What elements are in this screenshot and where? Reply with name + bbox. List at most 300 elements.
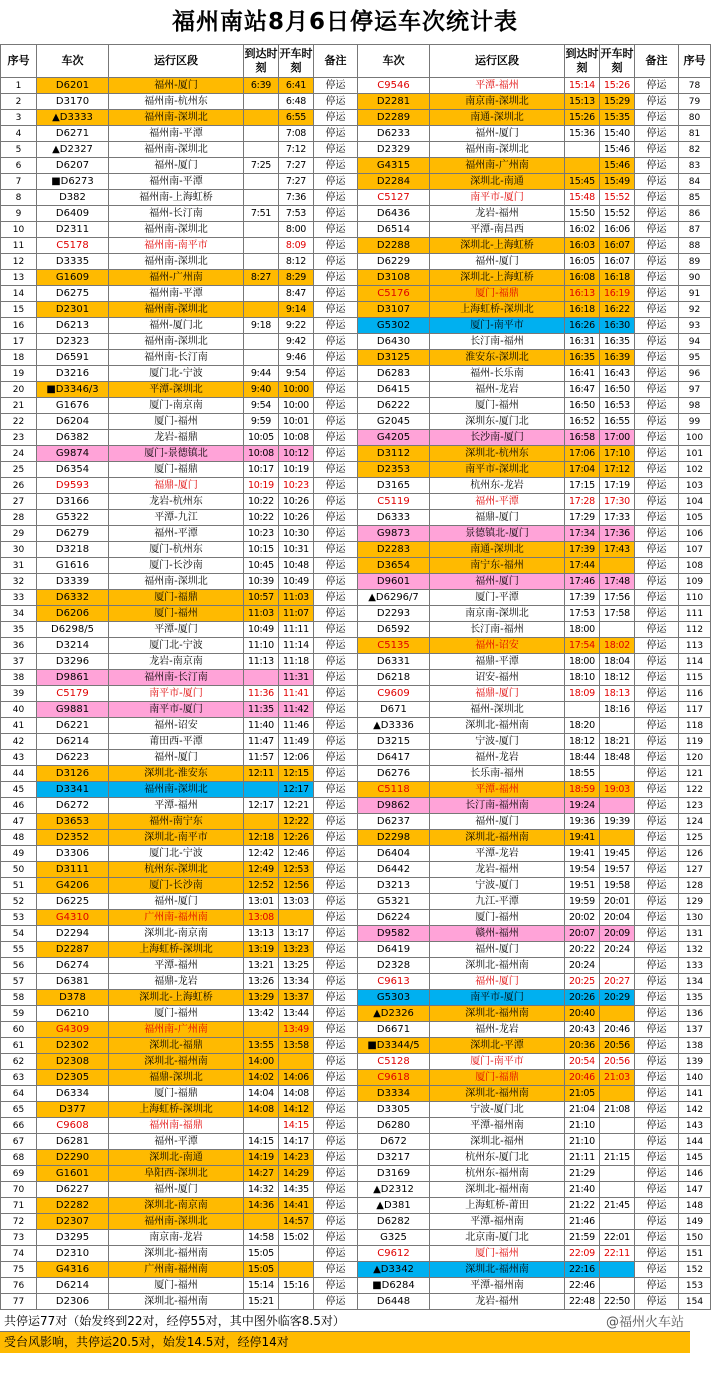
depart-cell: 11:31: [279, 670, 314, 686]
depart-cell: 15:02: [279, 1230, 314, 1246]
arrive-cell: 17:15: [565, 478, 600, 494]
train-cell: D6207: [37, 158, 109, 174]
section-cell: 莆田西-平潭: [109, 734, 244, 750]
train-cell: D6436: [358, 206, 430, 222]
remark-cell: 停运: [635, 414, 679, 430]
arrive-cell: 14:08: [244, 1102, 279, 1118]
depart-cell: 20:29: [600, 990, 635, 1006]
section-cell: 深圳北-福州南: [430, 1262, 565, 1278]
train-cell: D2305: [37, 1070, 109, 1086]
depart-cell: 13:37: [279, 990, 314, 1006]
remark-cell: 停运: [314, 366, 358, 382]
seq-cell: 147: [679, 1182, 711, 1198]
arrive-cell: 18:10: [565, 670, 600, 686]
remark-cell: 停运: [635, 1166, 679, 1182]
arrive-cell: 20:36: [565, 1038, 600, 1054]
depart-cell: 7:12: [279, 142, 314, 158]
depart-cell: 13:17: [279, 926, 314, 942]
remark-cell: 停运: [314, 1150, 358, 1166]
seq-cell: 75: [1, 1262, 37, 1278]
section-cell: 上海虹桥-深圳北: [109, 942, 244, 958]
remark-cell: 停运: [314, 238, 358, 254]
arrive-cell: 20:24: [565, 958, 600, 974]
seq-cell: 83: [679, 158, 711, 174]
section-cell: 厦门-杭州东: [109, 542, 244, 558]
depart-cell: 20:09: [600, 926, 635, 942]
arrive-cell: 13:08: [244, 910, 279, 926]
section-cell: 福州南-深圳北: [430, 142, 565, 158]
remark-cell: 停运: [635, 702, 679, 718]
train-cell: D3334: [358, 1086, 430, 1102]
depart-cell: [600, 1166, 635, 1182]
arrive-cell: 11:36: [244, 686, 279, 702]
train-cell: D6218: [358, 670, 430, 686]
train-cell: D6409: [37, 206, 109, 222]
arrive-cell: 15:45: [565, 174, 600, 190]
arrive-cell: 21:05: [565, 1086, 600, 1102]
seq-cell: 97: [679, 382, 711, 398]
arrive-cell: [565, 142, 600, 158]
train-cell: D3125: [358, 350, 430, 366]
arrive-cell: 17:39: [565, 542, 600, 558]
section-cell: 平潭-福州: [430, 782, 565, 798]
remark-cell: 停运: [314, 446, 358, 462]
train-cell: ■D6284: [358, 1278, 430, 1294]
train-cell: D2284: [358, 174, 430, 190]
seq-cell: 140: [679, 1070, 711, 1086]
table-body: [1, 78, 711, 1310]
section-cell: 福州-厦门: [109, 158, 244, 174]
seq-cell: 152: [679, 1262, 711, 1278]
train-cell: D3108: [358, 270, 430, 286]
remark-cell: 停运: [635, 142, 679, 158]
depart-cell: 17:36: [600, 526, 635, 542]
seq-cell: 100: [679, 430, 711, 446]
table-row: [1, 878, 711, 894]
seq-cell: 37: [1, 654, 37, 670]
section-cell: 厦门-福州: [430, 1246, 565, 1262]
depart-cell: 10:23: [279, 478, 314, 494]
depart-cell: 7:27: [279, 158, 314, 174]
seq-cell: 27: [1, 494, 37, 510]
depart-cell: 16:53: [600, 398, 635, 414]
remark-cell: 停运: [314, 510, 358, 526]
depart-cell: 20:24: [600, 942, 635, 958]
seq-cell: 114: [679, 654, 711, 670]
remark-cell: 停运: [314, 830, 358, 846]
seq-cell: 9: [1, 206, 37, 222]
section-cell: 厦门-福鼎: [109, 590, 244, 606]
remark-cell: 停运: [314, 846, 358, 862]
train-cell: D6204: [37, 414, 109, 430]
seq-cell: 21: [1, 398, 37, 414]
train-cell: D2289: [358, 110, 430, 126]
depart-cell: 21:08: [600, 1102, 635, 1118]
seq-cell: 89: [679, 254, 711, 270]
depart-cell: 15:35: [600, 110, 635, 126]
remark-cell: 停运: [635, 670, 679, 686]
remark-cell: 停运: [635, 1150, 679, 1166]
train-cell: D6272: [37, 798, 109, 814]
depart-cell: 19:58: [600, 878, 635, 894]
depart-cell: 14:23: [279, 1150, 314, 1166]
train-cell: D2290: [37, 1150, 109, 1166]
train-cell: G5321: [358, 894, 430, 910]
seq-cell: 123: [679, 798, 711, 814]
remark-cell: 停运: [314, 942, 358, 958]
seq-cell: 60: [1, 1022, 37, 1038]
depart-cell: 10:26: [279, 494, 314, 510]
table-row: [1, 1086, 711, 1102]
section-cell: 厦门北-宁波: [109, 366, 244, 382]
arrive-cell: 18:09: [565, 686, 600, 702]
remark-cell: 停运: [635, 814, 679, 830]
train-cell: D3216: [37, 366, 109, 382]
seq-cell: 122: [679, 782, 711, 798]
section-cell: 厦门-福州: [430, 910, 565, 926]
train-cell: D6206: [37, 606, 109, 622]
seq-cell: 20: [1, 382, 37, 398]
train-cell: D6201: [37, 78, 109, 94]
depart-cell: 16:35: [600, 334, 635, 350]
train-cell: C9546: [358, 78, 430, 94]
arrive-cell: 20:26: [565, 990, 600, 1006]
arrive-cell: 16:03: [565, 238, 600, 254]
seq-cell: 109: [679, 574, 711, 590]
arrive-cell: 15:05: [244, 1262, 279, 1278]
remark-cell: 停运: [314, 686, 358, 702]
train-cell: D2311: [37, 222, 109, 238]
table-row: [1, 302, 711, 318]
seq-cell: 96: [679, 366, 711, 382]
section-cell: 厦门-福鼎: [430, 1070, 565, 1086]
train-cell: D2294: [37, 926, 109, 942]
depart-cell: 8:12: [279, 254, 314, 270]
remark-cell: 停运: [635, 686, 679, 702]
train-cell: G5303: [358, 990, 430, 1006]
train-cell: G1676: [37, 398, 109, 414]
section-cell: 平潭-福州: [109, 958, 244, 974]
train-cell: ■D3346/3: [37, 382, 109, 398]
remark-cell: 停运: [314, 78, 358, 94]
remark-cell: 停运: [314, 334, 358, 350]
arrive-cell: [244, 670, 279, 686]
arrive-cell: [244, 350, 279, 366]
section-cell: 深圳北-福州南: [430, 1006, 565, 1022]
section-cell: 福州-诏安: [109, 718, 244, 734]
remark-cell: 停运: [635, 1054, 679, 1070]
depart-cell: 13:58: [279, 1038, 314, 1054]
train-cell: D6210: [37, 1006, 109, 1022]
seq-cell: 82: [679, 142, 711, 158]
section-cell: 深圳北-福州南: [430, 830, 565, 846]
section-cell: 厦门-平潭: [430, 590, 565, 606]
train-cell: D378: [37, 990, 109, 1006]
seq-cell: 62: [1, 1054, 37, 1070]
remark-cell: 停运: [635, 270, 679, 286]
section-cell: 福州南-杭州东: [109, 94, 244, 110]
section-cell: 厦门-福州: [109, 606, 244, 622]
arrive-cell: 17:44: [565, 558, 600, 574]
table-row: [1, 910, 711, 926]
seq-cell: 127: [679, 862, 711, 878]
table-row: [1, 462, 711, 478]
section-cell: 深圳北-福鼎: [109, 1038, 244, 1054]
seq-cell: 68: [1, 1150, 37, 1166]
header-arrive: 到达时刻: [565, 45, 600, 78]
arrive-cell: 17:28: [565, 494, 600, 510]
section-cell: 福州南-深圳北: [109, 110, 244, 126]
arrive-cell: 12:42: [244, 846, 279, 862]
arrive-cell: 17:34: [565, 526, 600, 542]
arrive-cell: 11:35: [244, 702, 279, 718]
section-cell: 平潭-龙岩: [430, 846, 565, 862]
train-cell: C5135: [358, 638, 430, 654]
arrive-cell: 16:47: [565, 382, 600, 398]
seq-cell: 94: [679, 334, 711, 350]
depart-cell: 16:50: [600, 382, 635, 398]
header-remark: 备注: [314, 45, 358, 78]
arrive-cell: 15:14: [565, 78, 600, 94]
table-row: [1, 1198, 711, 1214]
seq-cell: 34: [1, 606, 37, 622]
table-row: [1, 926, 711, 942]
section-cell: 福州-厦门: [109, 750, 244, 766]
train-cell: D6221: [37, 718, 109, 734]
remark-cell: 停运: [635, 190, 679, 206]
seq-cell: 98: [679, 398, 711, 414]
table-row: [1, 78, 711, 94]
seq-cell: 8: [1, 190, 37, 206]
depart-cell: 14:12: [279, 1102, 314, 1118]
section-cell: 福州南-深圳北: [109, 1214, 244, 1230]
seq-cell: 72: [1, 1214, 37, 1230]
arrive-cell: 15:48: [565, 190, 600, 206]
remark-cell: 停运: [314, 1246, 358, 1262]
remark-cell: 停运: [314, 1006, 358, 1022]
seq-cell: 30: [1, 542, 37, 558]
seq-cell: 111: [679, 606, 711, 622]
arrive-cell: 20:02: [565, 910, 600, 926]
train-cell: D6448: [358, 1294, 430, 1310]
seq-cell: 61: [1, 1038, 37, 1054]
seq-cell: 148: [679, 1198, 711, 1214]
depart-cell: 7:08: [279, 126, 314, 142]
remark-cell: 停运: [635, 526, 679, 542]
seq-cell: 56: [1, 958, 37, 974]
train-cell: C5128: [358, 1054, 430, 1070]
remark-cell: 停运: [314, 862, 358, 878]
section-cell: 厦门-福鼎: [109, 1086, 244, 1102]
seq-cell: 25: [1, 462, 37, 478]
table-row: [1, 1182, 711, 1198]
train-cell: D6224: [358, 910, 430, 926]
seq-cell: 45: [1, 782, 37, 798]
seq-cell: 18: [1, 350, 37, 366]
depart-cell: 9:54: [279, 366, 314, 382]
remark-cell: 停运: [314, 910, 358, 926]
seq-cell: 154: [679, 1294, 711, 1310]
arrive-cell: 9:54: [244, 398, 279, 414]
depart-cell: 18:13: [600, 686, 635, 702]
depart-cell: 17:58: [600, 606, 635, 622]
section-cell: 福州-长乐南: [430, 366, 565, 382]
table-row: [1, 1022, 711, 1038]
section-cell: 南京南-龙岩: [109, 1230, 244, 1246]
seq-cell: 43: [1, 750, 37, 766]
remark-cell: 停运: [635, 718, 679, 734]
section-cell: 福州南-深圳北: [109, 334, 244, 350]
train-cell: D9861: [37, 670, 109, 686]
depart-cell: 12:26: [279, 830, 314, 846]
table-row: [1, 974, 711, 990]
seq-cell: 125: [679, 830, 711, 846]
train-cell: ■D6273: [37, 174, 109, 190]
remark-cell: 停运: [635, 990, 679, 1006]
remark-cell: 停运: [314, 142, 358, 158]
seq-cell: 80: [679, 110, 711, 126]
header-row: [1, 45, 711, 78]
depart-cell: 20:56: [600, 1038, 635, 1054]
train-cell: D3339: [37, 574, 109, 590]
arrive-cell: 20:07: [565, 926, 600, 942]
table-row: [1, 686, 711, 702]
remark-cell: 停运: [314, 734, 358, 750]
train-cell: C5119: [358, 494, 430, 510]
section-cell: 南京南-深圳北: [430, 94, 565, 110]
remark-cell: 停运: [635, 926, 679, 942]
section-cell: 福州南-平潭: [109, 174, 244, 190]
section-cell: 福州-厦门: [430, 574, 565, 590]
depart-cell: 22:50: [600, 1294, 635, 1310]
depart-cell: 6:41: [279, 78, 314, 94]
train-cell: D2323: [37, 334, 109, 350]
arrive-cell: 10:19: [244, 478, 279, 494]
remark-cell: 停运: [635, 222, 679, 238]
arrive-cell: 14:00: [244, 1054, 279, 1070]
section-cell: 深圳北-南京南: [109, 926, 244, 942]
remark-cell: 停运: [314, 174, 358, 190]
seq-cell: 57: [1, 974, 37, 990]
seq-cell: 32: [1, 574, 37, 590]
section-cell: 龙岩-福州: [430, 206, 565, 222]
depart-cell: 10:26: [279, 510, 314, 526]
arrive-cell: 9:18: [244, 318, 279, 334]
depart-cell: 20:46: [600, 1022, 635, 1038]
depart-cell: 10:08: [279, 430, 314, 446]
section-cell: 深圳北-福州南: [109, 1294, 244, 1310]
train-cell: D6514: [358, 222, 430, 238]
remark-cell: 停运: [635, 1038, 679, 1054]
train-cell: D6331: [358, 654, 430, 670]
arrive-cell: 17:39: [565, 590, 600, 606]
seq-cell: 142: [679, 1102, 711, 1118]
remark-cell: 停运: [635, 798, 679, 814]
seq-cell: 67: [1, 1134, 37, 1150]
arrive-cell: 14:36: [244, 1198, 279, 1214]
remark-cell: 停运: [314, 654, 358, 670]
depart-cell: 11:03: [279, 590, 314, 606]
depart-cell: 7:36: [279, 190, 314, 206]
section-cell: 深圳北-南京南: [109, 1198, 244, 1214]
arrive-cell: 15:36: [565, 126, 600, 142]
depart-cell: 19:45: [600, 846, 635, 862]
depart-cell: 9:14: [279, 302, 314, 318]
table-row: [1, 94, 711, 110]
arrive-cell: 7:51: [244, 206, 279, 222]
section-cell: 长汀南-福州: [430, 622, 565, 638]
seq-cell: 108: [679, 558, 711, 574]
depart-cell: 10:49: [279, 574, 314, 590]
seq-cell: 33: [1, 590, 37, 606]
depart-cell: 11:42: [279, 702, 314, 718]
train-cell: C5178: [37, 238, 109, 254]
train-cell: D6415: [358, 382, 430, 398]
section-cell: 深圳北-淮安东: [109, 766, 244, 782]
remark-cell: 停运: [635, 1262, 679, 1278]
remark-cell: 停运: [635, 910, 679, 926]
seq-cell: 23: [1, 430, 37, 446]
depart-cell: 8:47: [279, 286, 314, 302]
depart-cell: [279, 1246, 314, 1262]
seq-cell: 55: [1, 942, 37, 958]
depart-cell: 11:18: [279, 654, 314, 670]
seq-cell: 138: [679, 1038, 711, 1054]
arrive-cell: 21:10: [565, 1118, 600, 1134]
arrive-cell: 16:58: [565, 430, 600, 446]
depart-cell: 10:01: [279, 414, 314, 430]
train-cell: D6225: [37, 894, 109, 910]
remark-cell: 停运: [635, 126, 679, 142]
remark-cell: 停运: [314, 1294, 358, 1310]
remark-cell: 停运: [635, 110, 679, 126]
arrive-cell: [244, 334, 279, 350]
train-cell: D9862: [358, 798, 430, 814]
arrive-cell: 14:04: [244, 1086, 279, 1102]
section-cell: 杭州东-福州南: [430, 1166, 565, 1182]
remark-cell: 停运: [314, 718, 358, 734]
seq-cell: 121: [679, 766, 711, 782]
depart-cell: 15:49: [600, 174, 635, 190]
section-cell: 南通-深圳北: [430, 110, 565, 126]
section-cell: 厦门-福州: [430, 398, 565, 414]
train-cell: D6404: [358, 846, 430, 862]
section-cell: 龙岩-福州: [430, 1294, 565, 1310]
train-cell: D3217: [358, 1150, 430, 1166]
arrive-cell: [565, 158, 600, 174]
seq-cell: 71: [1, 1198, 37, 1214]
depart-cell: 12:06: [279, 750, 314, 766]
train-cell: D2281: [358, 94, 430, 110]
depart-cell: 11:14: [279, 638, 314, 654]
train-cell: G9881: [37, 702, 109, 718]
seq-cell: 130: [679, 910, 711, 926]
train-cell: G4315: [358, 158, 430, 174]
section-cell: 福州-厦门: [430, 814, 565, 830]
table-row: [1, 766, 711, 782]
page-title: 福州南站8月6日停运车次统计表: [171, 9, 518, 35]
section-cell: 厦门-南平市: [430, 1054, 565, 1070]
arrive-cell: 21:11: [565, 1150, 600, 1166]
arrive-cell: 17:53: [565, 606, 600, 622]
arrive-cell: 15:21: [244, 1294, 279, 1310]
depart-cell: [279, 910, 314, 926]
seq-cell: 153: [679, 1278, 711, 1294]
header-seq: 序号: [1, 45, 37, 78]
remark-cell: 停运: [314, 1086, 358, 1102]
section-cell: 上海虹桥-深圳北: [430, 302, 565, 318]
depart-cell: 16:30: [600, 318, 635, 334]
